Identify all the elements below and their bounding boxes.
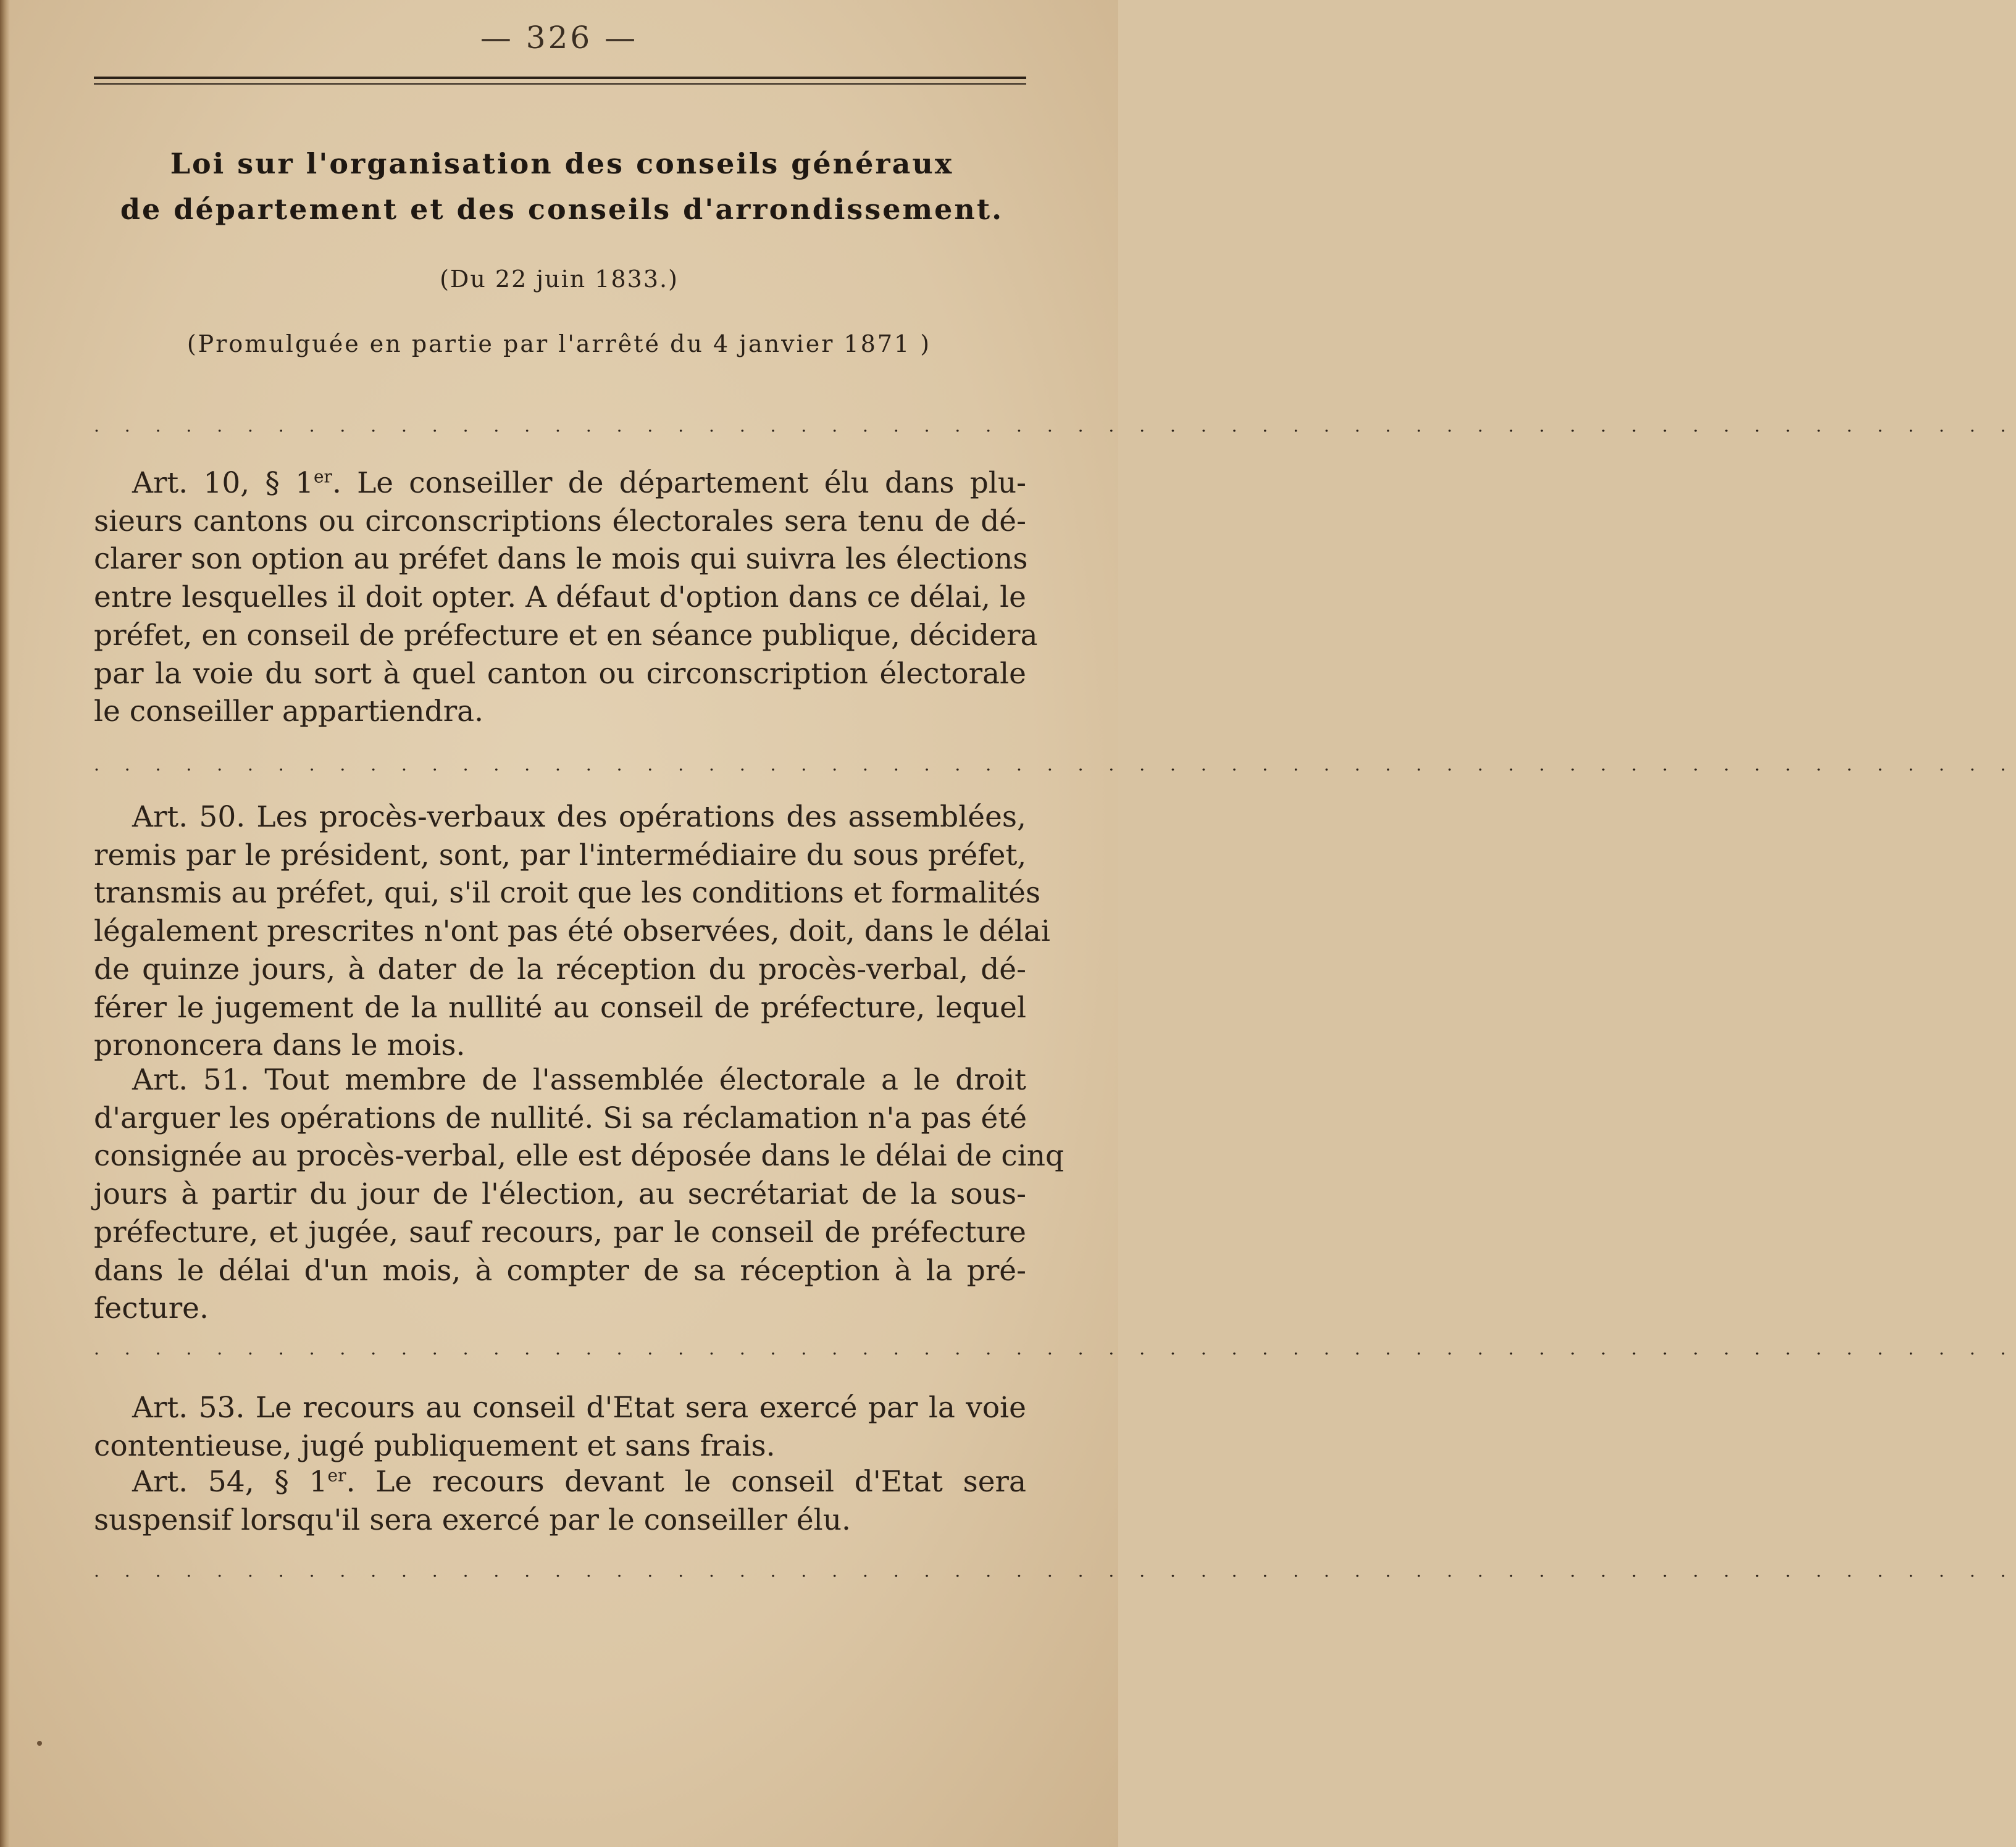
header-rule-thick — [94, 77, 1026, 79]
article-10-line: sieurs cantons ou circonscriptions électorales sera tenu de dé- — [94, 504, 1026, 538]
article-53 — [94, 1389, 1026, 1465]
ellipsis-separator: . . . . . . . . . . . . . . . . . . . . . . . . . . . . . . . . . . . . . . . . . . . . . . . . . . . . . . . . . . . . . . . — [94, 754, 2016, 775]
article-10 — [94, 464, 1038, 731]
article-50-line: prononcera dans le mois. — [94, 1028, 466, 1063]
article-54-sup: er — [327, 1465, 346, 1486]
ellipsis-separator: . . . . . . . . . . . . . . . . . . . . . . . . . . . . . . . . . . . . . . . . . . . . . . . . . . . . . . . . . . . . . . . — [94, 1338, 2016, 1359]
article-50-line: férer le jugement de la nullité au conseil de préfecture, lequel — [94, 990, 1026, 1025]
article-10-line: entre lesquelles il doit opter. A défaut d'option dans ce délai, le — [94, 580, 1026, 615]
article-50 — [94, 798, 1050, 1065]
article-10-text: . Le conseiller de département élu dans plu- — [332, 466, 1026, 500]
promulgation-note: (Promulguée en partie par l'arrêté du 4 janvier 1871 ) — [186, 330, 932, 357]
article-54-line — [94, 1463, 1026, 1501]
header-rule-thin — [94, 83, 1026, 85]
article-10-line: préfet, en conseil de préfecture et en séance publique, décidera — [94, 618, 1038, 652]
article-10-line: clarer son option au préfet dans le mois qui suivra les élections — [94, 542, 1028, 577]
title-line-2: de département et des conseils d'arrondissement. — [120, 193, 1004, 226]
article-50-line: Art. 50. Les procès-verbaux des opérations des assemblées, — [132, 800, 1026, 834]
article-53-line: contentieuse, jugé publiquement et sans frais. — [94, 1428, 776, 1463]
article-10-sup: er — [313, 466, 332, 487]
article-50-line: remis par le président, sont, par l'intermédiaire du sous préfet, — [94, 838, 1027, 872]
article-54-line: suspensif lorsqu'il sera exercé par le conseiller élu. — [94, 1503, 851, 1537]
article-50-line: de quinze jours, à dater de la réception du procès-verbal, dé- — [94, 952, 1026, 986]
paper-stain — [37, 1741, 42, 1746]
article-50-line: légalement prescrites n'ont pas été observées, doit, dans le délai — [94, 914, 1050, 949]
ellipsis-separator: . . . . . . . . . . . . . . . . . . . . . . . . . . . . . . . . . . . . . . . . . . . . . . . . . . . . . . . . . . . . . . . — [94, 1561, 2016, 1581]
ellipsis-separator: . . . . . . . . . . . . . . . . . . . . . . . . . . . . . . . . . . . . . . . . . . . . . . . . . . . . . . . . . . . . . . . — [94, 415, 2016, 436]
article-54-prefix: Art. 54, § 1 — [132, 1465, 328, 1499]
article-54 — [94, 1463, 1026, 1539]
article-54-text: . Le recours devant le conseil d'Etat sera — [346, 1465, 1026, 1499]
article-51-line: consignée au procès-verbal, elle est déposée dans le délai de cinq — [94, 1139, 1064, 1174]
page-number: — 326 — — [480, 20, 638, 56]
article-10-line: le conseiller appartiendra. — [94, 694, 484, 729]
title-line-1: Loi sur l'organisation des conseils généraux — [170, 147, 954, 180]
article-51 — [94, 1061, 1064, 1328]
article-51-line: fecture. — [94, 1291, 209, 1326]
article-51-line: d'arguer les opérations de nullité. Si sa réclamation n'a pas été — [94, 1101, 1027, 1135]
law-date: (Du 22 juin 1833.) — [440, 265, 679, 293]
article-51-line: Art. 51. Tout membre de l'assemblée électorale a le droit — [132, 1063, 1026, 1097]
article-50-line: transmis au préfet, qui, s'il croit que les conditions et formalités — [94, 876, 1041, 911]
article-10-line: par la voie du sort à quel canton ou circonscription électorale — [94, 656, 1026, 691]
article-10-prefix: Art. 10, § 1 — [132, 466, 314, 500]
article-51-line: jours à partir du jour de l'élection, au secrétariat de la sous- — [94, 1177, 1026, 1212]
article-51-line: dans le délai d'un mois, à compter de sa réception à la pré- — [94, 1253, 1026, 1288]
article-51-line: préfecture, et jugée, sauf recours, par le conseil de préfecture — [94, 1215, 1026, 1249]
article-10-line — [94, 464, 1026, 502]
article-53-line: Art. 53. Le recours au conseil d'Etat sera exercé par la voie — [132, 1391, 1026, 1425]
